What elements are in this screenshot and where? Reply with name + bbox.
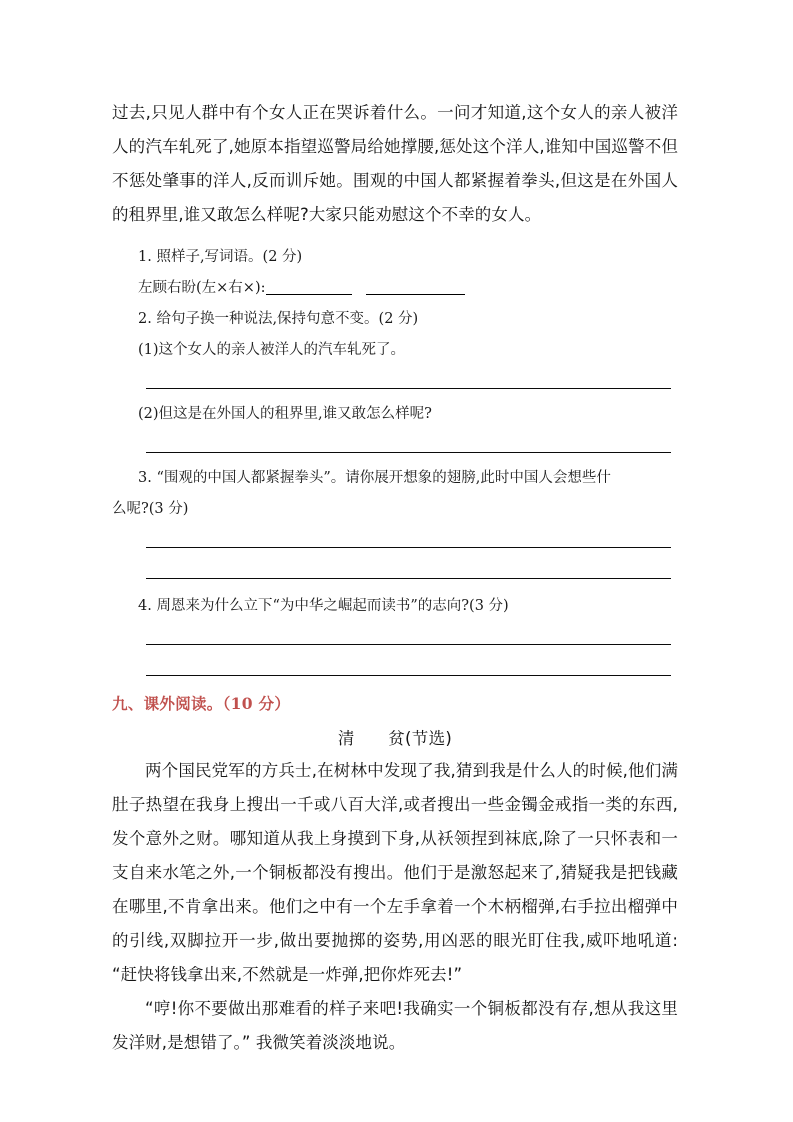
question-1-text bbox=[112, 242, 678, 273]
article-paragraph-2: “哼!你不要做出那难看的样子来吧!我确实一个铜板都没有存,想从我这里发洋财,是想错了。” 我微笑着淡淡地说。 bbox=[112, 999, 678, 1052]
question-4-text: 4. 周恩来为什么立下“为中华之崛起而读书”的志向?(3 分) bbox=[138, 598, 509, 614]
question-1-blank-2[interactable] bbox=[366, 279, 465, 295]
question-3-text-line-2: 么呢?(3 分) bbox=[112, 501, 189, 517]
question-3-text-line-1: 3. “围观的中国人都紧握拳头”。请你展开想象的翅膀,此时中国人会想些什 bbox=[138, 470, 611, 486]
question-1-label: 照样子,写词语。(2 分) bbox=[156, 249, 303, 265]
question-1-blank-1[interactable] bbox=[266, 279, 352, 295]
page-content bbox=[112, 96, 678, 1060]
section-nine-heading: 九、课外阅读。（10 分） bbox=[112, 694, 291, 713]
question-1-answer-row bbox=[112, 273, 678, 304]
question-2-label: 给句子换一种说法,保持句意不变。(2 分) bbox=[156, 311, 419, 327]
top-passage-paragraph: 过去,只见人群中有个女人正在哭诉着什么。一问才知道,这个女人的亲人被洋人的汽车轧死了,她原本指望巡警局给她撑腰,惩处这个洋人,谁知中国巡警不但不惩处肇事的洋人,反而训斥她。围观的中国人都紧握着拳头,但这是在外国人的租界里,谁又敢怎么样呢?大家只能劝慰这个不幸的女人。 bbox=[112, 103, 678, 224]
question-1-number: 1. bbox=[138, 249, 152, 265]
question-2-sub-2-text: (2)但这是在外国人的租界里,谁又敢怎么样呢? bbox=[138, 406, 432, 422]
question-1-example-label: 左顾右盼(左×右×): bbox=[138, 280, 266, 296]
question-2-sub-1-text: (1)这个女人的亲人被洋人的汽车轧死了。 bbox=[138, 342, 406, 358]
question-2-number: 2. bbox=[138, 311, 152, 327]
article-paragraph-1: 两个国民党军的方兵士,在树林中发现了我,猜到我是什么人的时候,他们满肚子热望在我身上搜出一千或八百大洋,或者搜出一些金镯金戒指一类的东西,发个意外之财。哪知道从我上身摸到下身,从袄领捏到袜底,除了一只怀表和一支自来水笔之外,一个铜板都没有搜出。他们于是激怒起来了,猜疑我是把钱藏在哪里,不肯拿出来。他们之中有一个左手拿着一个木柄榴弹,右手拉出榴弹中的引线,双脚拉开一步,做出要抛掷的姿势,用凶恶的眼光盯住我,威吓地吼道: “赶快将钱拿出来,不然就是一炸弹,把你炸死去!” bbox=[112, 761, 678, 984]
question-2-text bbox=[112, 304, 678, 335]
article-title: 清 贫(节选) bbox=[337, 729, 453, 748]
